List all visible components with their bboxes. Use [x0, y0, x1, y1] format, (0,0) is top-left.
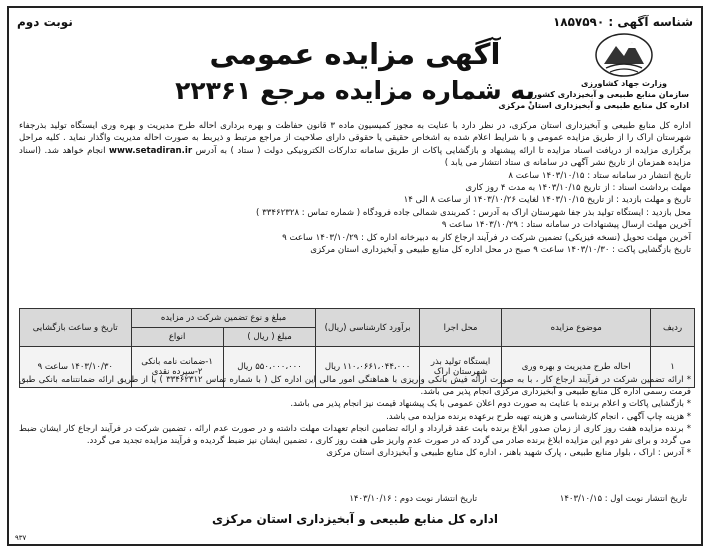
col-row: ردیف [651, 309, 695, 347]
col-subject: موضوع مزایده [502, 309, 651, 347]
guarantee-deadline-line: آخرین مهلت تحویل (نسخه فیزیکی) تضمین شرکت در فرآیند ارجاع کار به دبیرخانه اداره کل : ۱۴۰۳/۱۰/۲۹ ساعت ۹ [282, 232, 691, 243]
intro-paragraph [19, 120, 691, 170]
footer-organization: اداره کل منابع طبیعی و آبخیزداری استان مرکزی [211, 512, 499, 526]
logo-line-organization: سازمان منابع طبیعی و آبخیزداری کشور [532, 90, 689, 99]
row-subject: احاله طرح مدیریت و بهره وری [502, 347, 651, 388]
emblem-icon [594, 32, 654, 78]
offer-deadline-line: آخرین مهلت ارسال پیشنهادات در سامانه ستاد : ۱۴۰۳/۱۰/۲۹ ساعت ۹ [441, 220, 691, 231]
announcement-body [19, 120, 691, 256]
logo-line-ministry: وزارت جهاد کشاورزی [580, 79, 667, 88]
opening-date-line: تاریخ بازگشایی پاکت : ۱۴۰۳/۱۰/۳۰ ساعت ۹ صبح در محل اداره کل منابع طبیعی و آبخیزداری استان مرکزی [310, 245, 691, 256]
note-opening: * بازگشایی پاکات و اعلام برنده با عنایت به صورت دوم اعلان عمومی با یک پیشنهاد قیمت نیز انجام پذیر می باشد. [290, 399, 691, 410]
intro-end-text: انجام خواهد شد. (اسناد مزایده همزمان از تاریخ نشر آگهی در سامانه ی ستاد انتشار می یابد ) [19, 145, 691, 169]
documents-deadline-line: مهلت برداشت اسناد : از تاریخ ۱۴۰۳/۱۰/۱۵ به مدت ۴ روز کاری [465, 183, 691, 194]
setad-website-link[interactable]: www.setadiran.ir [109, 145, 193, 156]
footer-code: ۹۳۷ [15, 534, 27, 542]
row-location-line2: شهرستان اراک [433, 367, 488, 377]
ad-page [7, 6, 703, 546]
col-location: محل اجرا [419, 309, 502, 347]
note-winner: * برنده مزایده هفت روز کاری از زمان صدور ابلاغ برنده بابت عقد قرارداد و ارائه تضامین انجام تعهدات مهلت داشته و در صورت عدم ارائه ، تضمین شرکت در فرآیند ارجاع کار ایشان ضبط می گردد و برای نفر دوم این مزایده ابلاغ برنده صادر می گردد که در صورت عدم واریز طی هفت روز کاری ، تضمین ایشان نیز ضبط گردیده و فرآیند مزایده تجدید می گردد. [19, 423, 691, 447]
note-guarantee: * ارائه تضمین شرکت در فرآیند ارجاع کار ، با به صورت ارائه فیش بانکی واریزی با هماهنگی امور مالی این اداره کل ( با شماره تماس ۳۳۴۶۲۳۱۲ ) یا از طریق ارائه ضمانتنامه بانکی طبق فرمت رسمی اداره کل منابع طبیعی و آبخیزداری مرکزی انجام پذیر می باشد. [19, 375, 692, 398]
row-number: ۱ [651, 347, 695, 388]
col-amount: مبلغ ( ریال ) [223, 328, 316, 347]
note-costs: * هزینه چاپ آگهی ، انجام کارشناسی و هزینه تهیه طرح برعهده برنده مزایده می باشد. [386, 411, 691, 422]
col-opening: تاریخ و ساعت بازگشایی [20, 309, 132, 347]
ad-number: شناسه آگهی : ۱۸۵۷۵۹۰ [552, 15, 693, 29]
row-opening: ۱۴۰۳/۱۰/۳۰ ساعت ۹ [20, 347, 132, 388]
col-guarantee-group: مبلغ و نوع تضمین شرکت در مزایده [131, 309, 316, 328]
notes-section [19, 374, 691, 459]
first-publication-date: تاریخ انتشار نوبت اول : ۱۴۰۳/۱۰/۱۵ [559, 494, 687, 504]
page-title: آگهی مزایده عمومی [209, 37, 501, 71]
ministry-logo [498, 32, 689, 111]
note-address: * آدرس : اراک ، بلوار منابع طبیعی ، پارک شهید باهنر ، اداره کل منابع طبیعی و آبخیزداری استان مرکزی [326, 448, 691, 459]
col-estimate: برآورد کارشناسی (ریال) [316, 309, 419, 347]
turn-label: نوبت دوم [17, 15, 73, 29]
intro-text: اداره کل منابع طبیعی و آبخیزداری استان مرکزی، در نظر دارد با عنایت به مجوز کمیسیون ماده ۳ قانون حفاظت و بهره برداری احاله طرح مدیریت و بهره وری ایستگاه تولید بذرجفاء شهرستان اراک را از طریق مزایده عمومی و با شرایط اعلام شده به اشخاص حقیقی یا حقوقی دارای صلاحیت از مراجع مرتبط و ذیربط به صورت احاله مدیریت واگذار نماید . کلیه مراحل برگزاری مزایده از دریافت اسناد مزایده تا ارائه پیشنهاد و بازگشایی پاکات از طریق سامانه تدارکات الکترونیکی دولت ( ستاد ) به آدرس [19, 121, 691, 156]
auction-number-title: به شماره مزایده مرجع ۲۲۳۶۱ [175, 76, 535, 105]
top-bar [17, 12, 693, 32]
logo-line-directorate: اداره کل منابع طبیعی و آبخیزداری استان مرکزی [498, 101, 689, 110]
publish-date-line: تاریخ انتشار در سامانه ستاد : ۱۴۰۳/۱۰/۱۵ ساعت ۸ [508, 170, 691, 181]
row-type-bank-guarantee: ۱-ضمانت نامه بانکی [141, 357, 213, 367]
publication-dates [269, 494, 687, 504]
row-type-cash-deposit: ۲-سپرده نقدی [151, 367, 203, 377]
row-location-line1: ایستگاه تولید بذر [430, 357, 491, 367]
col-types: انواع [131, 328, 223, 347]
visit-place-line: محل بازدید : ایستگاه تولید بذر جفا شهرستان اراک به آدرس : کمربندی شمالی جاده فرودگاه ( شماره تماس : ۳۳۴۶۲۳۲۸ ) [256, 207, 691, 218]
second-publication-date: تاریخ انتشار نوبت دوم : ۱۴۰۳/۱۰/۱۶ [349, 494, 478, 504]
row-amount: ۵۵۰،۰۰۰،۰۰۰ ریال [223, 347, 316, 388]
row-estimate: ۱۱۰،۰۶۶۱،۰۴۴،۰۰۰ ریال [316, 347, 419, 388]
title-block [159, 34, 551, 108]
visit-time-line: تاریخ و مهلت بازدید : از تاریخ ۱۴۰۳/۱۰/۱۵ لغایت ۱۴۰۳/۱۰/۲۶ از ساعت ۸ الی ۱۴ [403, 195, 691, 206]
